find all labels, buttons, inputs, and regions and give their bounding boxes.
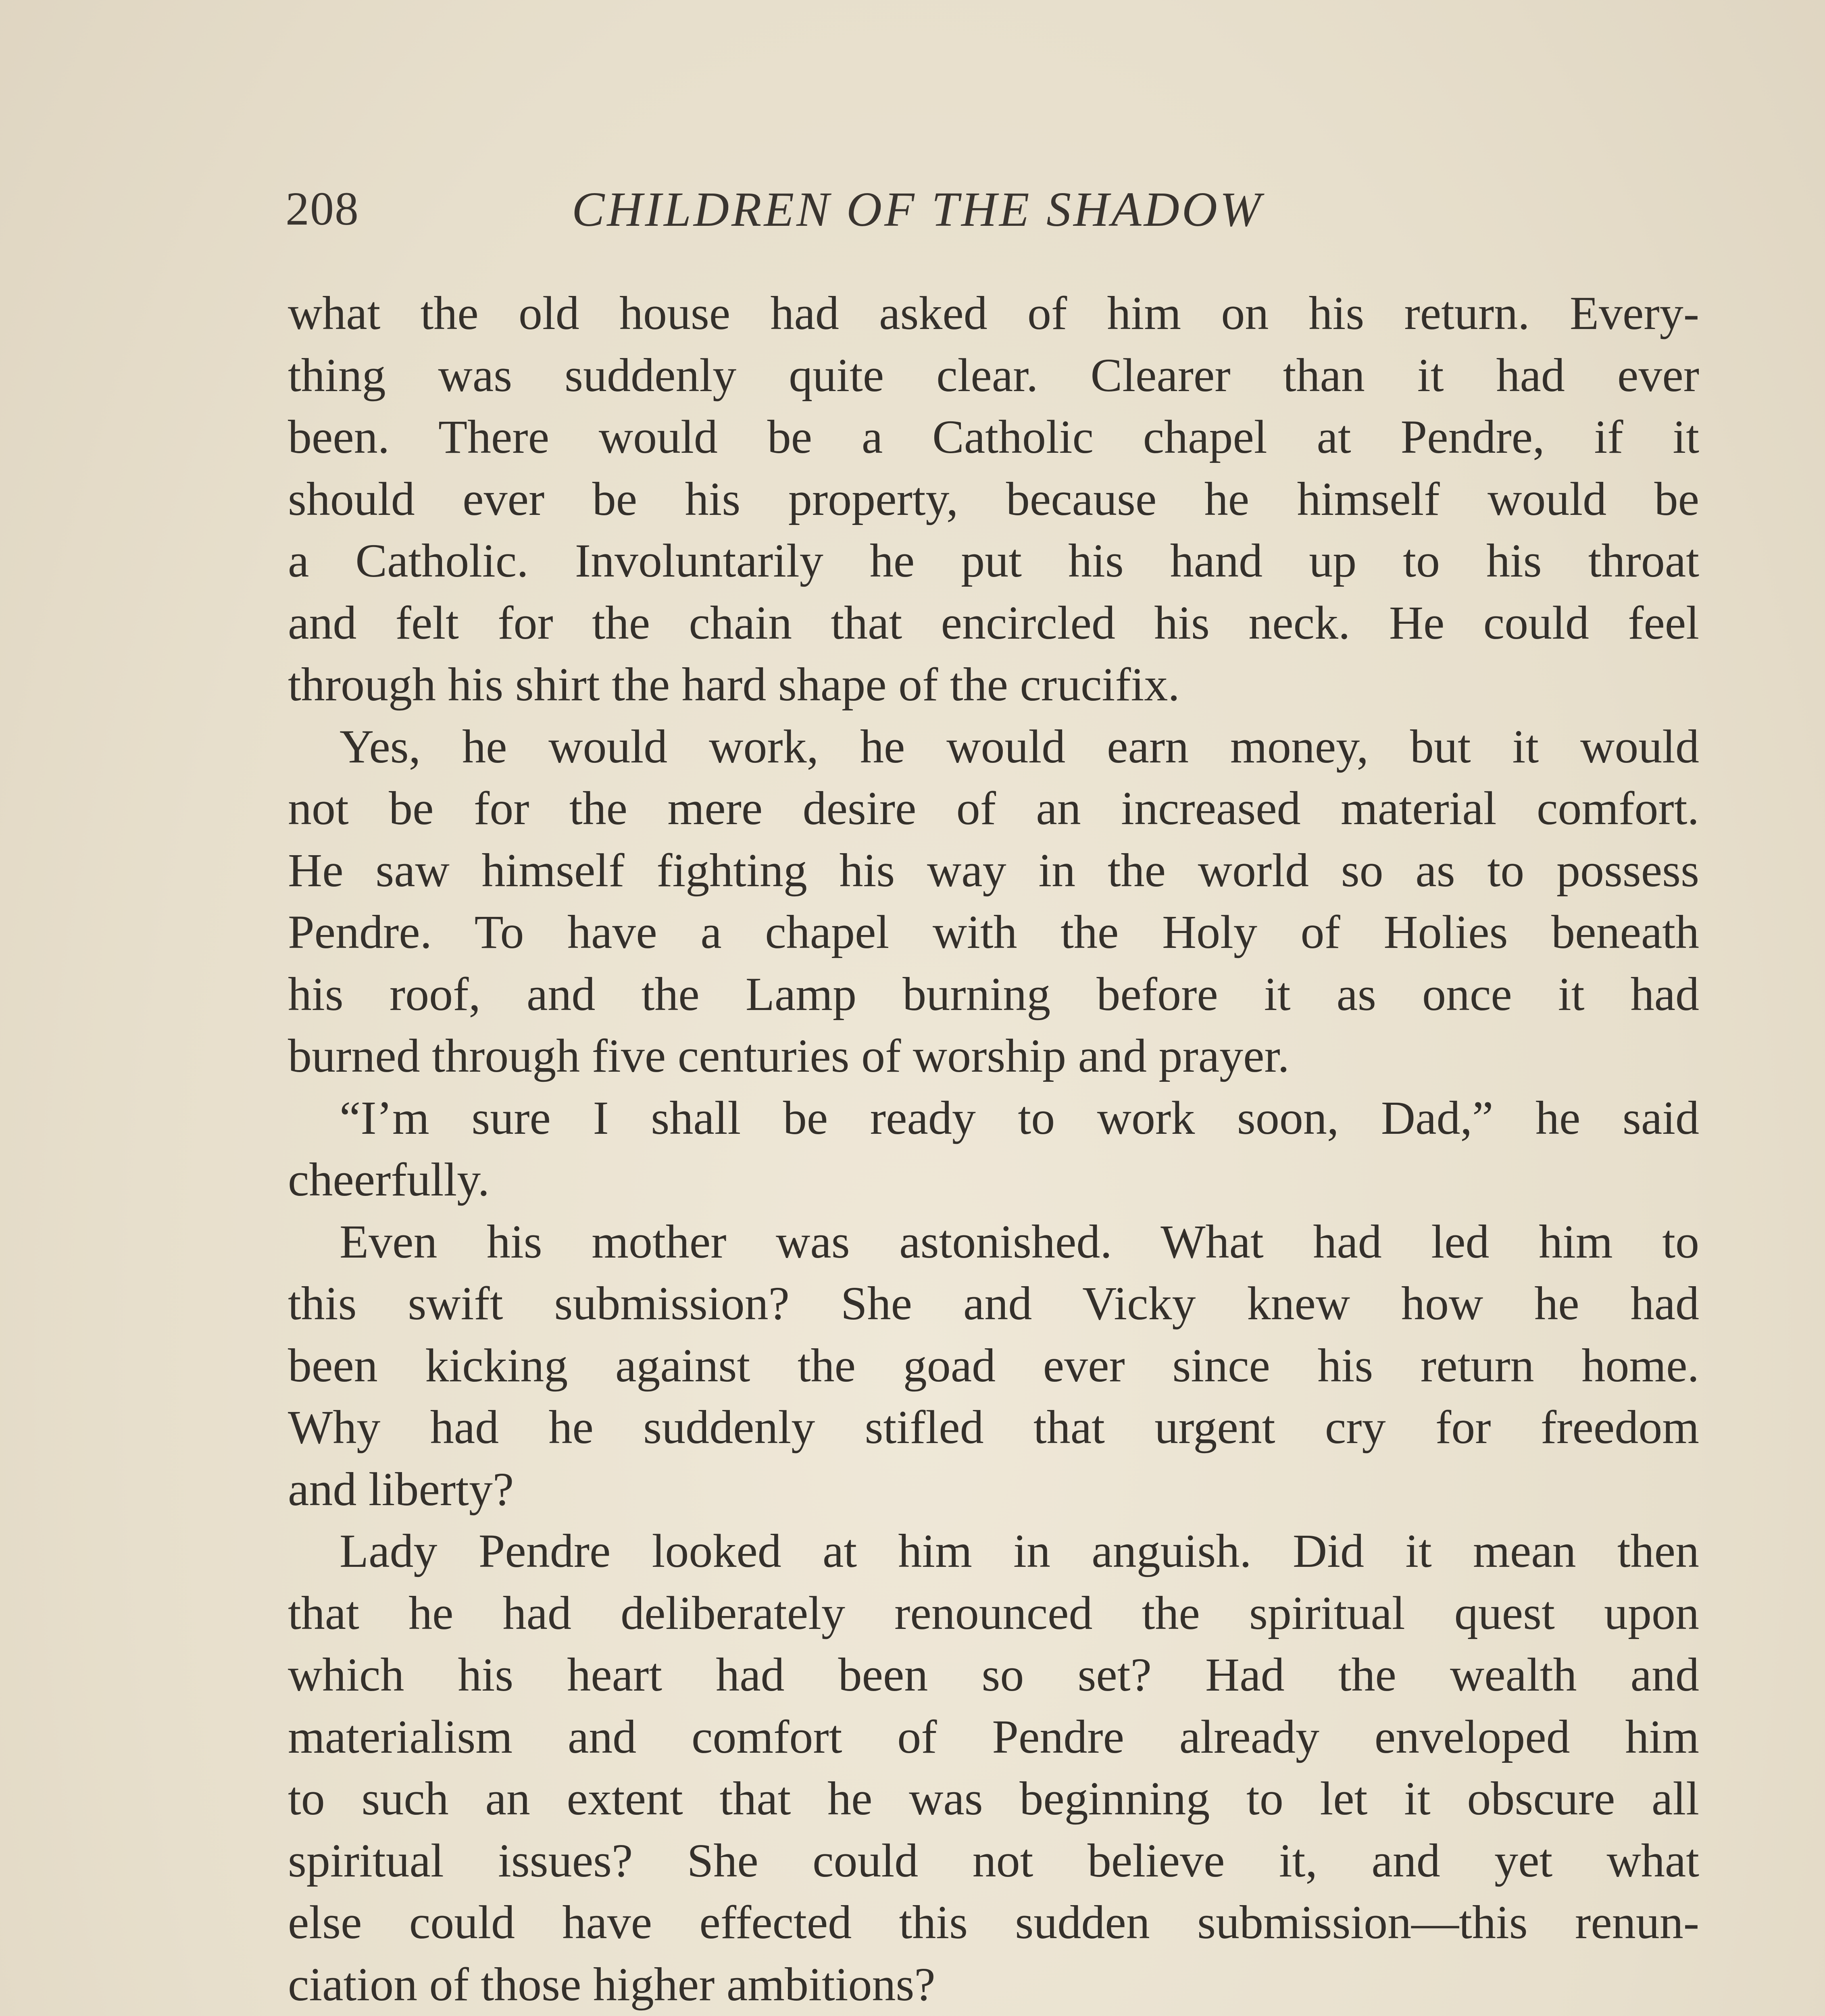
text-line: Even his mother was astonished. What had led him to	[340, 1215, 1699, 1268]
text-line: spiritual issues? She could not believe it, and yet what	[288, 1834, 1699, 1887]
text-line: Yes, he would work, he would earn money, but it would	[340, 720, 1699, 773]
text-line: through his shirt the hard shape of the crucifix.	[288, 658, 1180, 711]
text-line: ciation of those higher ambitions?	[288, 1958, 935, 2011]
text-line: that he had deliberately renounced the spiritual quest upon	[288, 1586, 1699, 1639]
text-line: He saw himself fighting his way in the world so as to possess	[288, 843, 1699, 897]
text-line: to such an extent that he was beginning to let it obscure all	[288, 1772, 1699, 1825]
text-line: which his heart had been so set? Had the wealth and	[288, 1648, 1699, 1701]
text-line: not be for the mere desire of an increased material comfort.	[288, 782, 1699, 835]
text-line: his roof, and the Lamp burning before it as once it had	[288, 967, 1699, 1020]
running-title: CHILDREN OF THE SHADOW	[572, 182, 1263, 237]
text-line: cheerfully.	[288, 1153, 490, 1206]
page-header	[285, 173, 1702, 254]
text-line: Lady Pendre looked at him in anguish. Did it mean then	[340, 1524, 1699, 1577]
text-line: burned through five centuries of worship and prayer.	[288, 1029, 1290, 1082]
text-line: this swift submission? She and Vicky knew how he had	[288, 1277, 1699, 1330]
text-line: been. There would be a Catholic chapel at Pendre, if it	[288, 410, 1699, 463]
text-line: what the old house had asked of him on his return. Every-	[288, 287, 1699, 339]
body-text	[288, 282, 1699, 2016]
text-line: Why had he suddenly stifled that urgent cry for freedom	[288, 1401, 1699, 1454]
text-line: been kicking against the goad ever since his return home.	[288, 1339, 1699, 1392]
text-line: should ever be his property, because he himself would be	[288, 472, 1699, 525]
text-line: else could have effected this sudden submission—this renun-	[288, 1896, 1699, 1949]
text-line: a Catholic. Involuntarily he put his hand up to his throat	[288, 534, 1699, 587]
page-number: 208	[285, 182, 359, 235]
text-line: and liberty?	[288, 1462, 514, 1516]
text-line: and felt for the chain that encircled his neck. He could feel	[288, 596, 1699, 649]
text-line: “I’m sure I shall be ready to work soon, Dad,” he said	[340, 1091, 1699, 1144]
text-line: Pendre. To have a chapel with the Holy of Holies beneath	[288, 906, 1699, 958]
text-line: materialism and comfort of Pendre already enveloped him	[288, 1710, 1699, 1763]
text-line: thing was suddenly quite clear. Clearer than it had ever	[288, 348, 1699, 402]
